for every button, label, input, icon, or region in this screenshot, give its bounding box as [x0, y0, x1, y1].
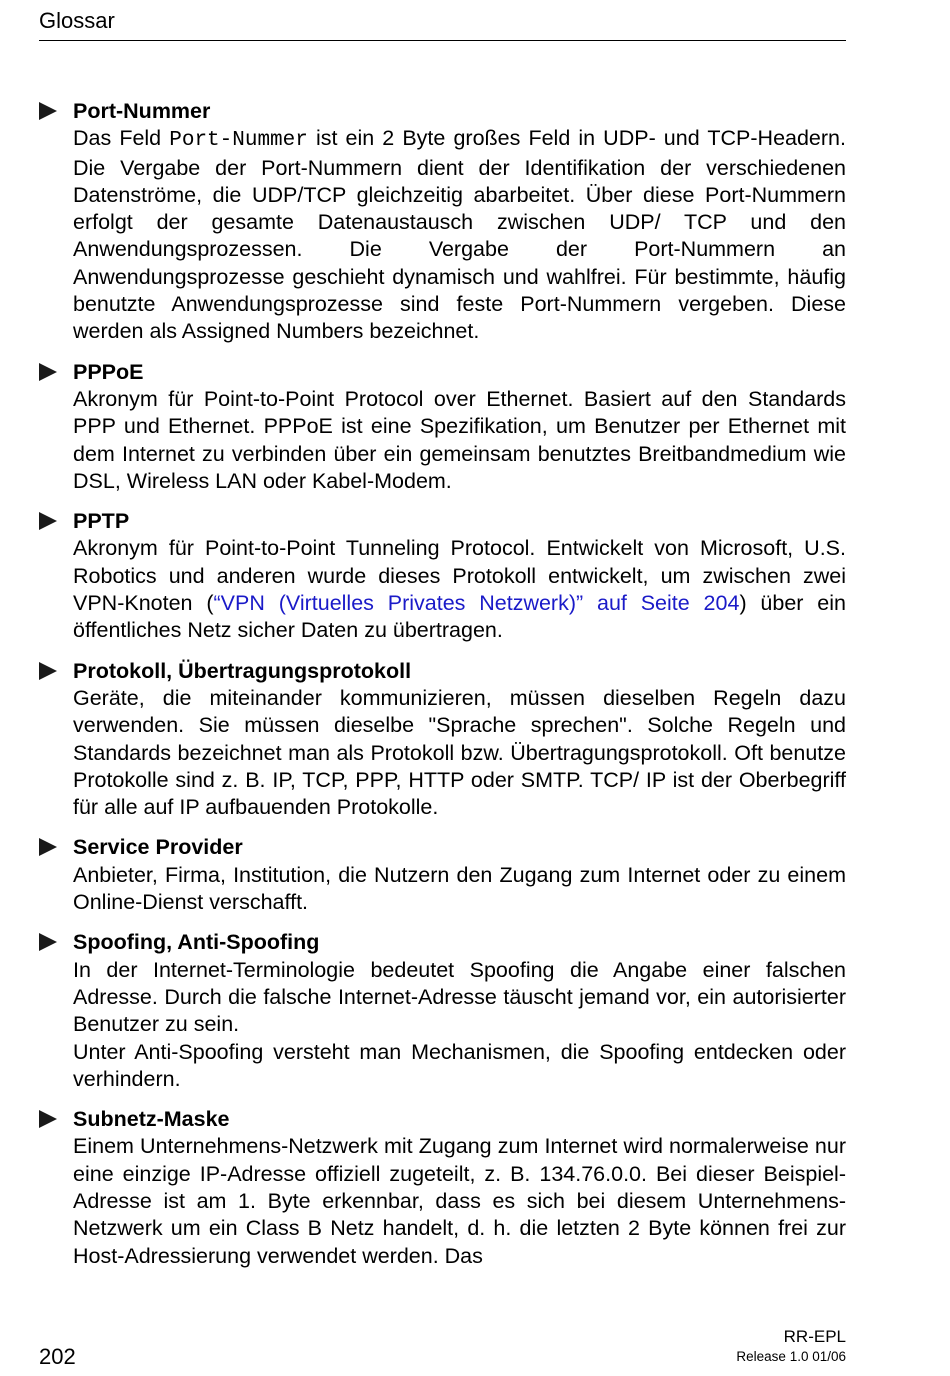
- glossary-entry-spoofing: [39, 929, 846, 1093]
- triangle-bullet-icon: [39, 933, 57, 951]
- glossary-entry-subnetz-maske: [39, 1106, 846, 1270]
- glossary-term: Protokoll, Übertragungsprotokoll: [73, 658, 412, 683]
- glossary-entry-protokoll: [39, 658, 846, 822]
- glossary-definition: Anbieter, Firma, Institution, die Nutzern den Zugang zum Internet oder zu einem Online-Dienst verschafft.: [73, 862, 846, 915]
- glossary-definition: Geräte, die miteinander kommunizieren, müssen dieselben Regeln dazu verwenden. Sie müssen dieselbe "Sprache sprechen". Solche Regeln und Standards bezeichnet man als Protokoll bzw. Übertragungsprotokoll. Oft benutze Protokolle sind z. B. IP, TCP, PPP, HTTP oder SMTP. TCP/ IP ist der Oberbegriff für alle auf IP aufbauenden Protokolle.: [73, 685, 846, 820]
- glossary-term: Service Provider: [73, 835, 243, 860]
- glossary-term: PPTP: [73, 509, 130, 534]
- glossary-definition: [73, 125, 846, 345]
- glossary-entry-pppoe: [39, 359, 846, 495]
- glossary-definition: Akronym für Point-to-Point Protocol over Ethernet. Basiert auf den Standards PPP und Ethernet. PPPoE ist eine Spezifikation, um Benutzer per Ethernet mit dem Internet zu verbinden über ein gemeinsam benutztes Breitbandmedium wie DSL, Wireless LAN oder Kabel-Modem.: [73, 386, 846, 493]
- document-id: RR-EPL: [783, 1327, 846, 1346]
- triangle-bullet-icon: [39, 1110, 57, 1128]
- header-divider: [39, 40, 846, 41]
- glossary-term: Spoofing, Anti-Spoofing: [73, 930, 320, 955]
- glossary-entry-port-nummer: [39, 98, 846, 346]
- glossary-term: PPPoE: [73, 359, 144, 384]
- release-info: Release 1.0 01/06: [736, 1349, 846, 1364]
- page-number: 202: [39, 1344, 76, 1369]
- field-name-code: Port-Nummer: [169, 129, 308, 153]
- glossary-definition: Einem Unternehmens-Netzwerk mit Zugang zum Internet wird normalerweise nur eine einzige IP-Adresse offiziell zugeteilt, z. B. 134.76.0.0. Bei dieser Beispiel-Adresse ist am 1. Byte erkennbar, dass es sich bei diesem Unternehmens-Netzwerk um ein Class B Netz handelt, d. h. die letzten 2 Byte können frei zur Host-Adressierung verwendet werden. Das: [73, 1134, 846, 1268]
- page-header-title: Glossar: [39, 8, 115, 33]
- glossary-definition: In der Internet-Terminologie bedeutet Spoofing die Angabe einer falschen Adresse. Durch die falsche Internet-Adresse täuscht jemand vor, ein autorisierter Benutzer zu sein.: [73, 957, 846, 1037]
- cross-reference-link-vpn[interactable]: “VPN (Virtuelles Privates Netzwerk)” auf Seite 204: [213, 591, 740, 616]
- glossary-definition-continued: Unter Anti-Spoofing versteht man Mechanismen, die Spoofing entdecken oder verhindern.: [73, 1039, 846, 1091]
- glossary-entries: [39, 98, 846, 1283]
- definition-text: Das Feld: [73, 126, 170, 151]
- glossary-entry-pptp: [39, 508, 846, 644]
- triangle-bullet-icon: [39, 363, 57, 381]
- glossary-definition: [73, 535, 846, 644]
- glossary-term: Subnetz-Maske: [73, 1107, 230, 1132]
- glossary-entry-service-provider: [39, 834, 846, 916]
- definition-text: ) über ein öffentliches Netz sicher Daten zu übertragen.: [73, 591, 846, 643]
- triangle-bullet-icon: [39, 102, 57, 120]
- triangle-bullet-icon: [39, 662, 57, 680]
- triangle-bullet-icon: [39, 838, 57, 856]
- definition-text: Akronym für Point-to-Point Tunneling Protocol. Entwickelt von Microsoft, U.S. Robotics und anderen wurde dieses Protokoll entwickelt, um zwischen zwei VPN-Knoten (: [73, 536, 846, 616]
- triangle-bullet-icon: [39, 512, 57, 530]
- glossary-term: Port-Nummer: [73, 99, 211, 123]
- definition-text: ist ein 2 Byte großes Feld in UDP- und TCP-Headern. Die Vergabe der Port-Nummern dient der Identifikation der verschiedenen Datenströme, die UDP/TCP gleichzeitig abarbeitet. Über diese Port-Nummern erfolgt der gesamte Datenaustausch zwischen UDP/ TCP und den Anwendungsprozessen. Die Vergabe der Port-Nummern an Anwendungsprozesse geschieht dynamisch und wahlfrei. Für bestimmte, häufig benutzte Anwendungsprozesse sind feste Port-Nummern vergeben. Diese werden als Assigned Numbers bezeichnet.: [73, 126, 846, 344]
